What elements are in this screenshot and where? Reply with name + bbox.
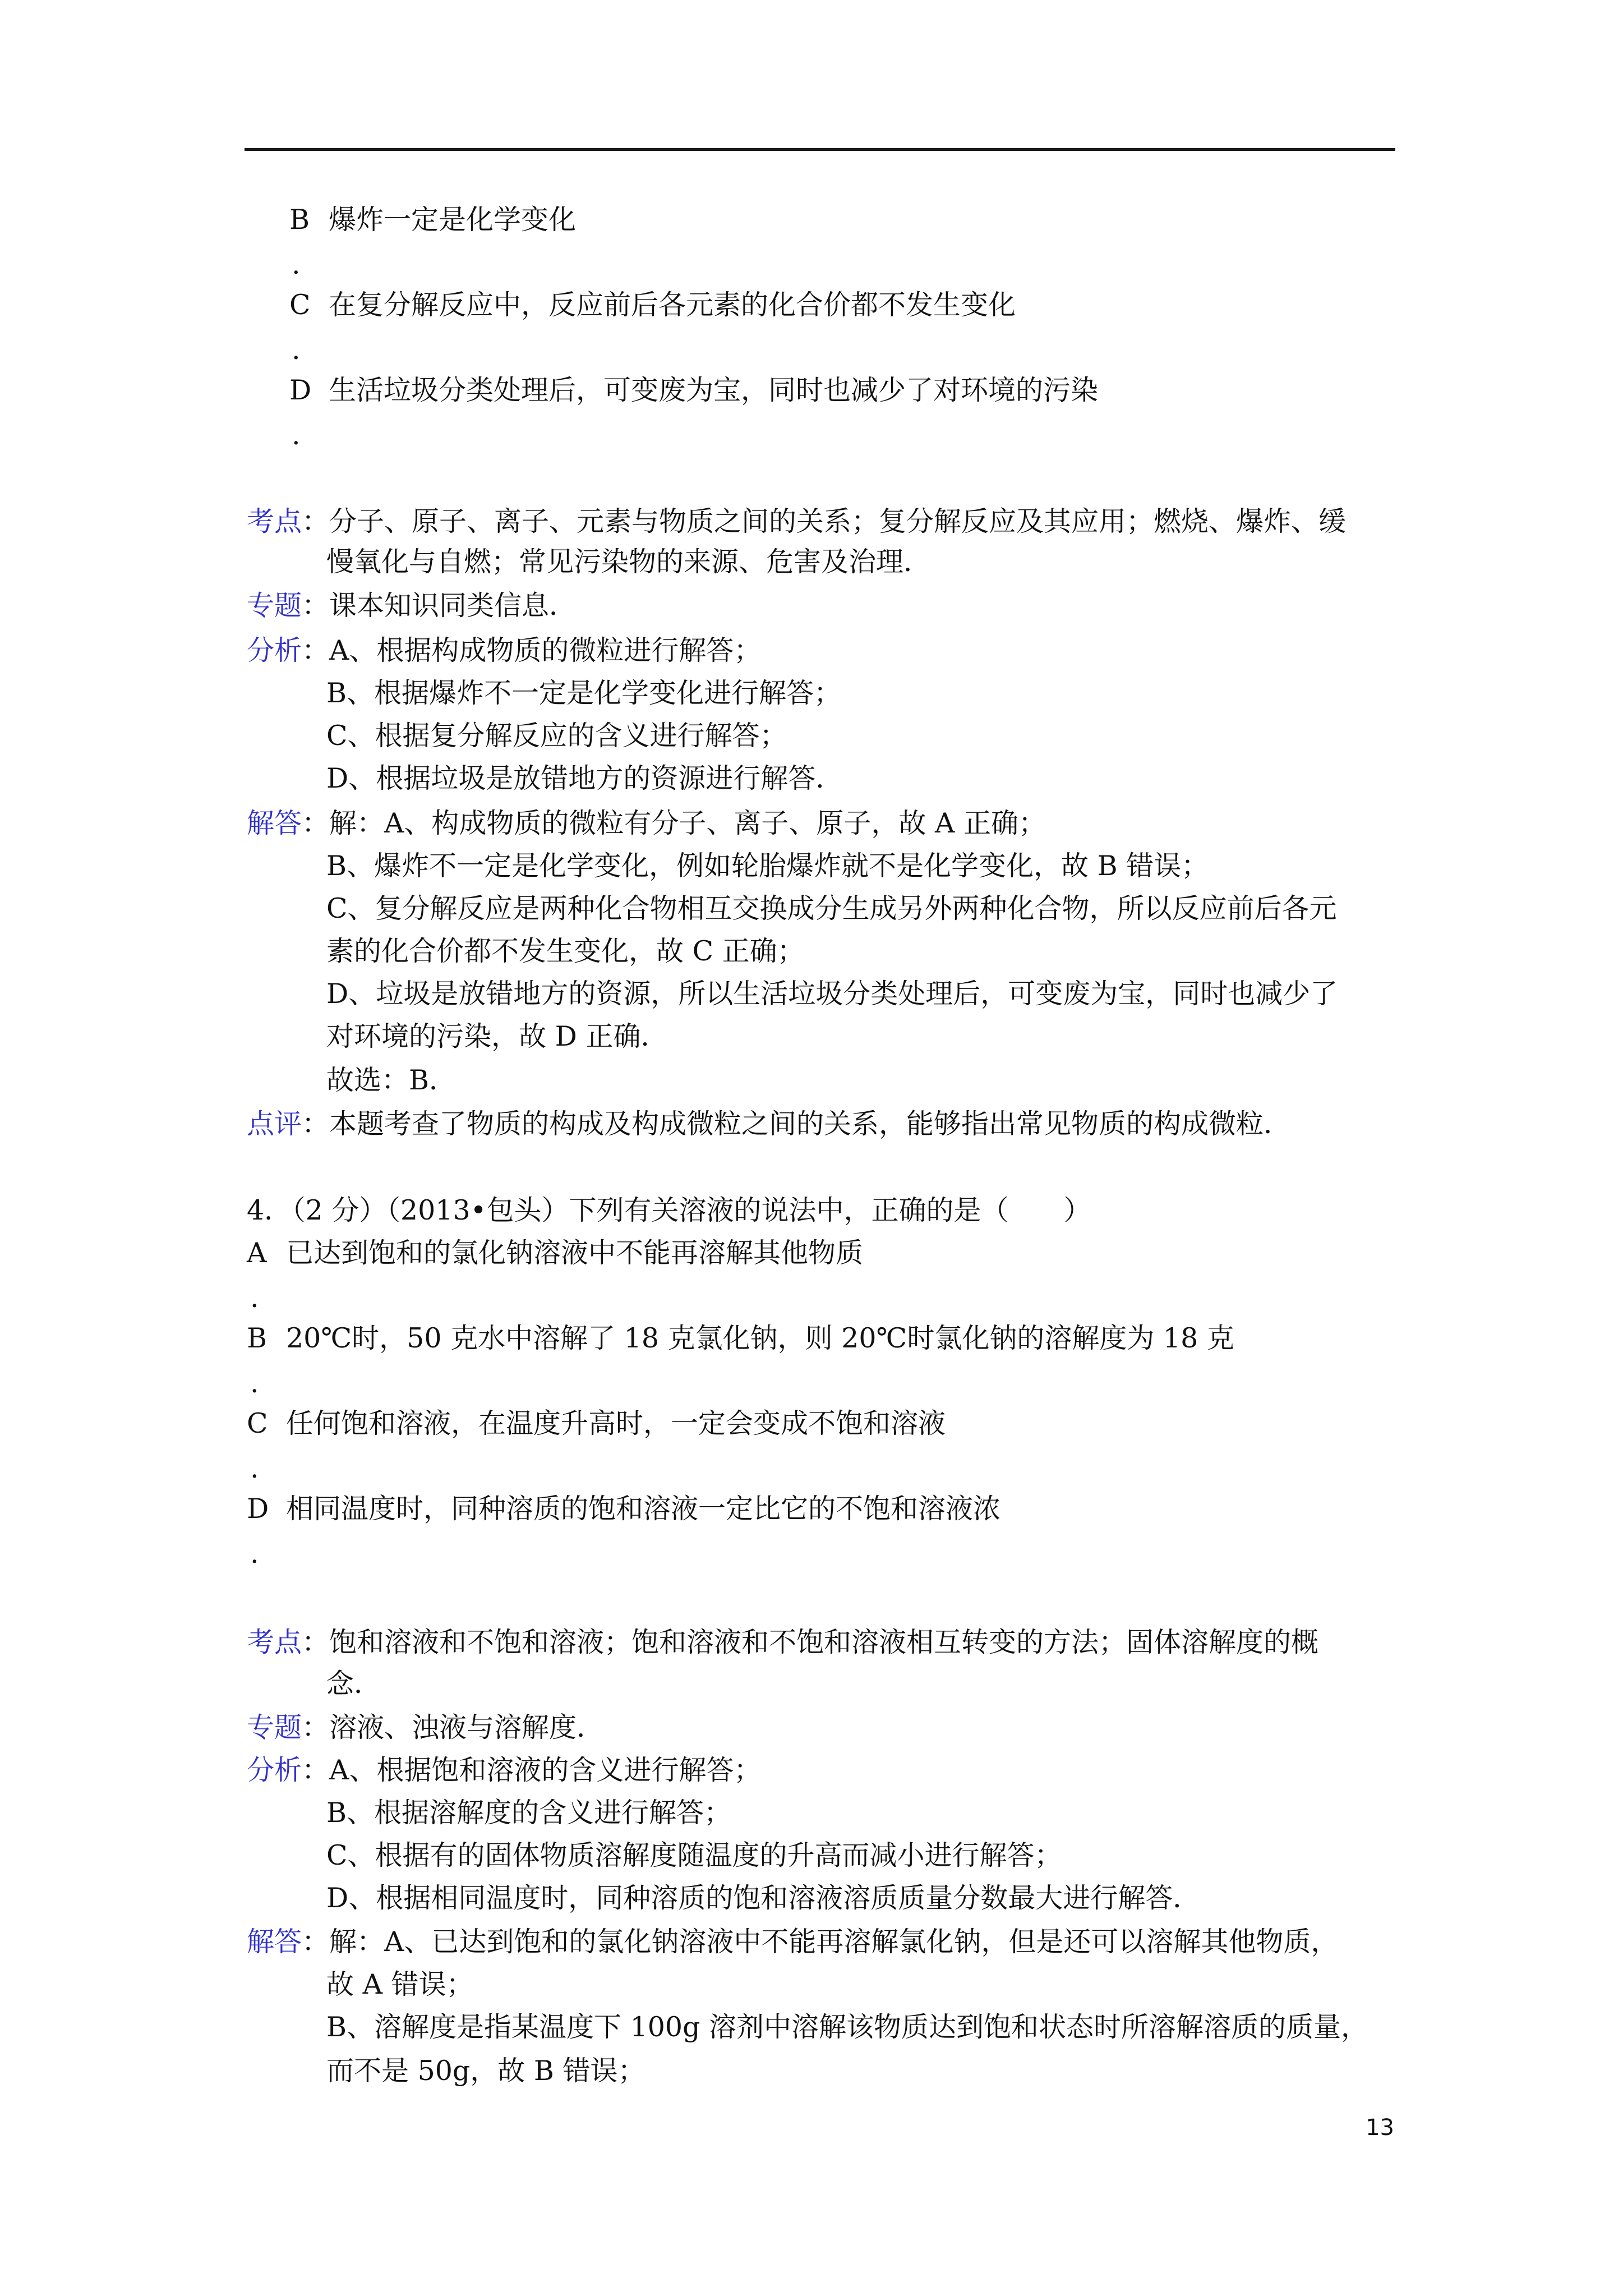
fenxi-label: 分析 — [247, 634, 302, 666]
q3-fenxi: 分析：A、根据构成物质的微粒进行解答； — [247, 634, 762, 666]
header-rule — [245, 148, 1395, 151]
q4-jieda-b2: 而不是 50g，故 B 错误； — [326, 2055, 645, 2087]
q4-zhuanti: 专题：溶液、浊液与溶解度． — [247, 1711, 605, 1743]
q3-jieda-answer: 故选：B． — [326, 1064, 457, 1096]
jieda-label: 解答 — [247, 807, 302, 839]
q3-fenxi-c: C、根据复分解反应的含义进行解答； — [326, 720, 787, 752]
dianping-label: 点评 — [247, 1108, 302, 1140]
q3-jieda: 解答：解：A、构成物质的微粒有分子、离子、原子，故 A 正确； — [247, 807, 1046, 839]
zhuanti-label: 专题 — [247, 590, 302, 622]
q4-option-d: D 相同温度时，同种溶质的饱和溶液一定比它的不饱和溶液浓 — [247, 1493, 1001, 1525]
q3-fenxi-d: D、根据垃圾是放错地方的资源进行解答． — [326, 762, 843, 794]
prev-option-c: C 在复分解反应中，反应前后各元素的化合价都不发生变化 — [289, 289, 1016, 321]
q4-fenxi-c: C、根据有的固体物质溶解度随温度的升高而减小进行解答； — [326, 1839, 1062, 1871]
q3-kaodian-cont: 慢氧化与自燃；常见污染物的来源、危害及治理． — [326, 546, 932, 578]
q3-jieda-d1: D、垃圾是放错地方的资源，所以生活垃圾分类处理后，可变废为宝，同时也减少了 — [326, 978, 1338, 1010]
q4-stem: 4．（2 分）（2013•包头）下列有关溶液的说法中，正确的是（ ） — [247, 1194, 1091, 1226]
q4-kaodian: 考点：饱和溶液和不饱和溶液；饱和溶液和不饱和溶液相互转变的方法；固体溶解度的概 — [247, 1626, 1319, 1658]
q4-fenxi-b: B、根据溶解度的含义进行解答； — [326, 1797, 732, 1829]
q4-jieda-a2: 故 A 错误； — [326, 1968, 474, 2000]
q3-kaodian: 考点：分子、原子、离子、元素与物质之间的关系；复分解反应及其应用；燃烧、爆炸、缓 — [247, 505, 1347, 537]
q3-jieda-c2: 素的化合价都不发生变化，故 C 正确； — [326, 935, 805, 967]
q4-option-a: A 已达到饱和的氯化钠溶液中不能再溶解其他物质 — [247, 1237, 864, 1269]
option-dot: . — [292, 419, 301, 451]
fenxi-label: 分析 — [247, 1754, 302, 1786]
kaodian-label: 考点 — [247, 505, 302, 537]
option-dot: . — [250, 1538, 259, 1570]
q3-dianping: 点评：本题考查了物质的构成及构成微粒之间的关系，能够指出常见物质的构成微粒． — [247, 1108, 1292, 1140]
q4-kaodian-cont: 念． — [326, 1668, 382, 1700]
kaodian-label: 考点 — [247, 1626, 302, 1658]
option-dot: . — [250, 1452, 259, 1484]
prev-option-d: D 生活垃圾分类处理后，可变废为宝，同时也减少了对环境的污染 — [289, 374, 1099, 406]
q4-fenxi-d: D、根据相同温度时，同种溶质的饱和溶液溶质质量分数最大进行解答． — [326, 1882, 1201, 1914]
q4-option-c: C 任何饱和溶液，在温度升高时，一定会变成不饱和溶液 — [247, 1407, 946, 1439]
option-dot: . — [250, 1367, 259, 1399]
q3-jieda-b: B、爆炸不一定是化学变化，例如轮胎爆炸就不是化学变化，故 B 错误； — [326, 850, 1209, 882]
zhuanti-label: 专题 — [247, 1711, 302, 1743]
q4-jieda: 解答：解：A、已达到饱和的氯化钠溶液中不能再溶解氯化钠，但是还可以溶解其他物质， — [247, 1926, 1339, 1958]
q4-jieda-b1: B、溶解度是指某温度下 100g 溶剂中溶解该物质达到饱和状态时所溶解溶质的质量， — [326, 2011, 1369, 2043]
jieda-label: 解答 — [247, 1926, 302, 1958]
q3-jieda-d2: 对环境的污染，故 D 正确． — [326, 1020, 668, 1052]
q4-option-b: B 20℃时，50 克水中溶解了 18 克氯化钠，则 20℃时氯化钠的溶解度为 18 克 — [247, 1322, 1234, 1354]
q4-fenxi: 分析：A、根据饱和溶液的含义进行解答； — [247, 1754, 762, 1786]
page-number: 13 — [1366, 2115, 1394, 2141]
q3-zhuanti: 专题：课本知识同类信息． — [247, 590, 577, 622]
option-dot: . — [292, 334, 301, 366]
option-dot: . — [292, 249, 301, 280]
q3-fenxi-b: B、根据爆炸不一定是化学变化进行解答； — [326, 677, 842, 709]
q3-jieda-c1: C、复分解反应是两种化合物相互交换成分生成另外两种化合物，所以反应前后各元 — [326, 892, 1337, 924]
option-dot: . — [250, 1282, 259, 1314]
prev-option-b: B 爆炸一定是化学变化 — [289, 204, 577, 236]
